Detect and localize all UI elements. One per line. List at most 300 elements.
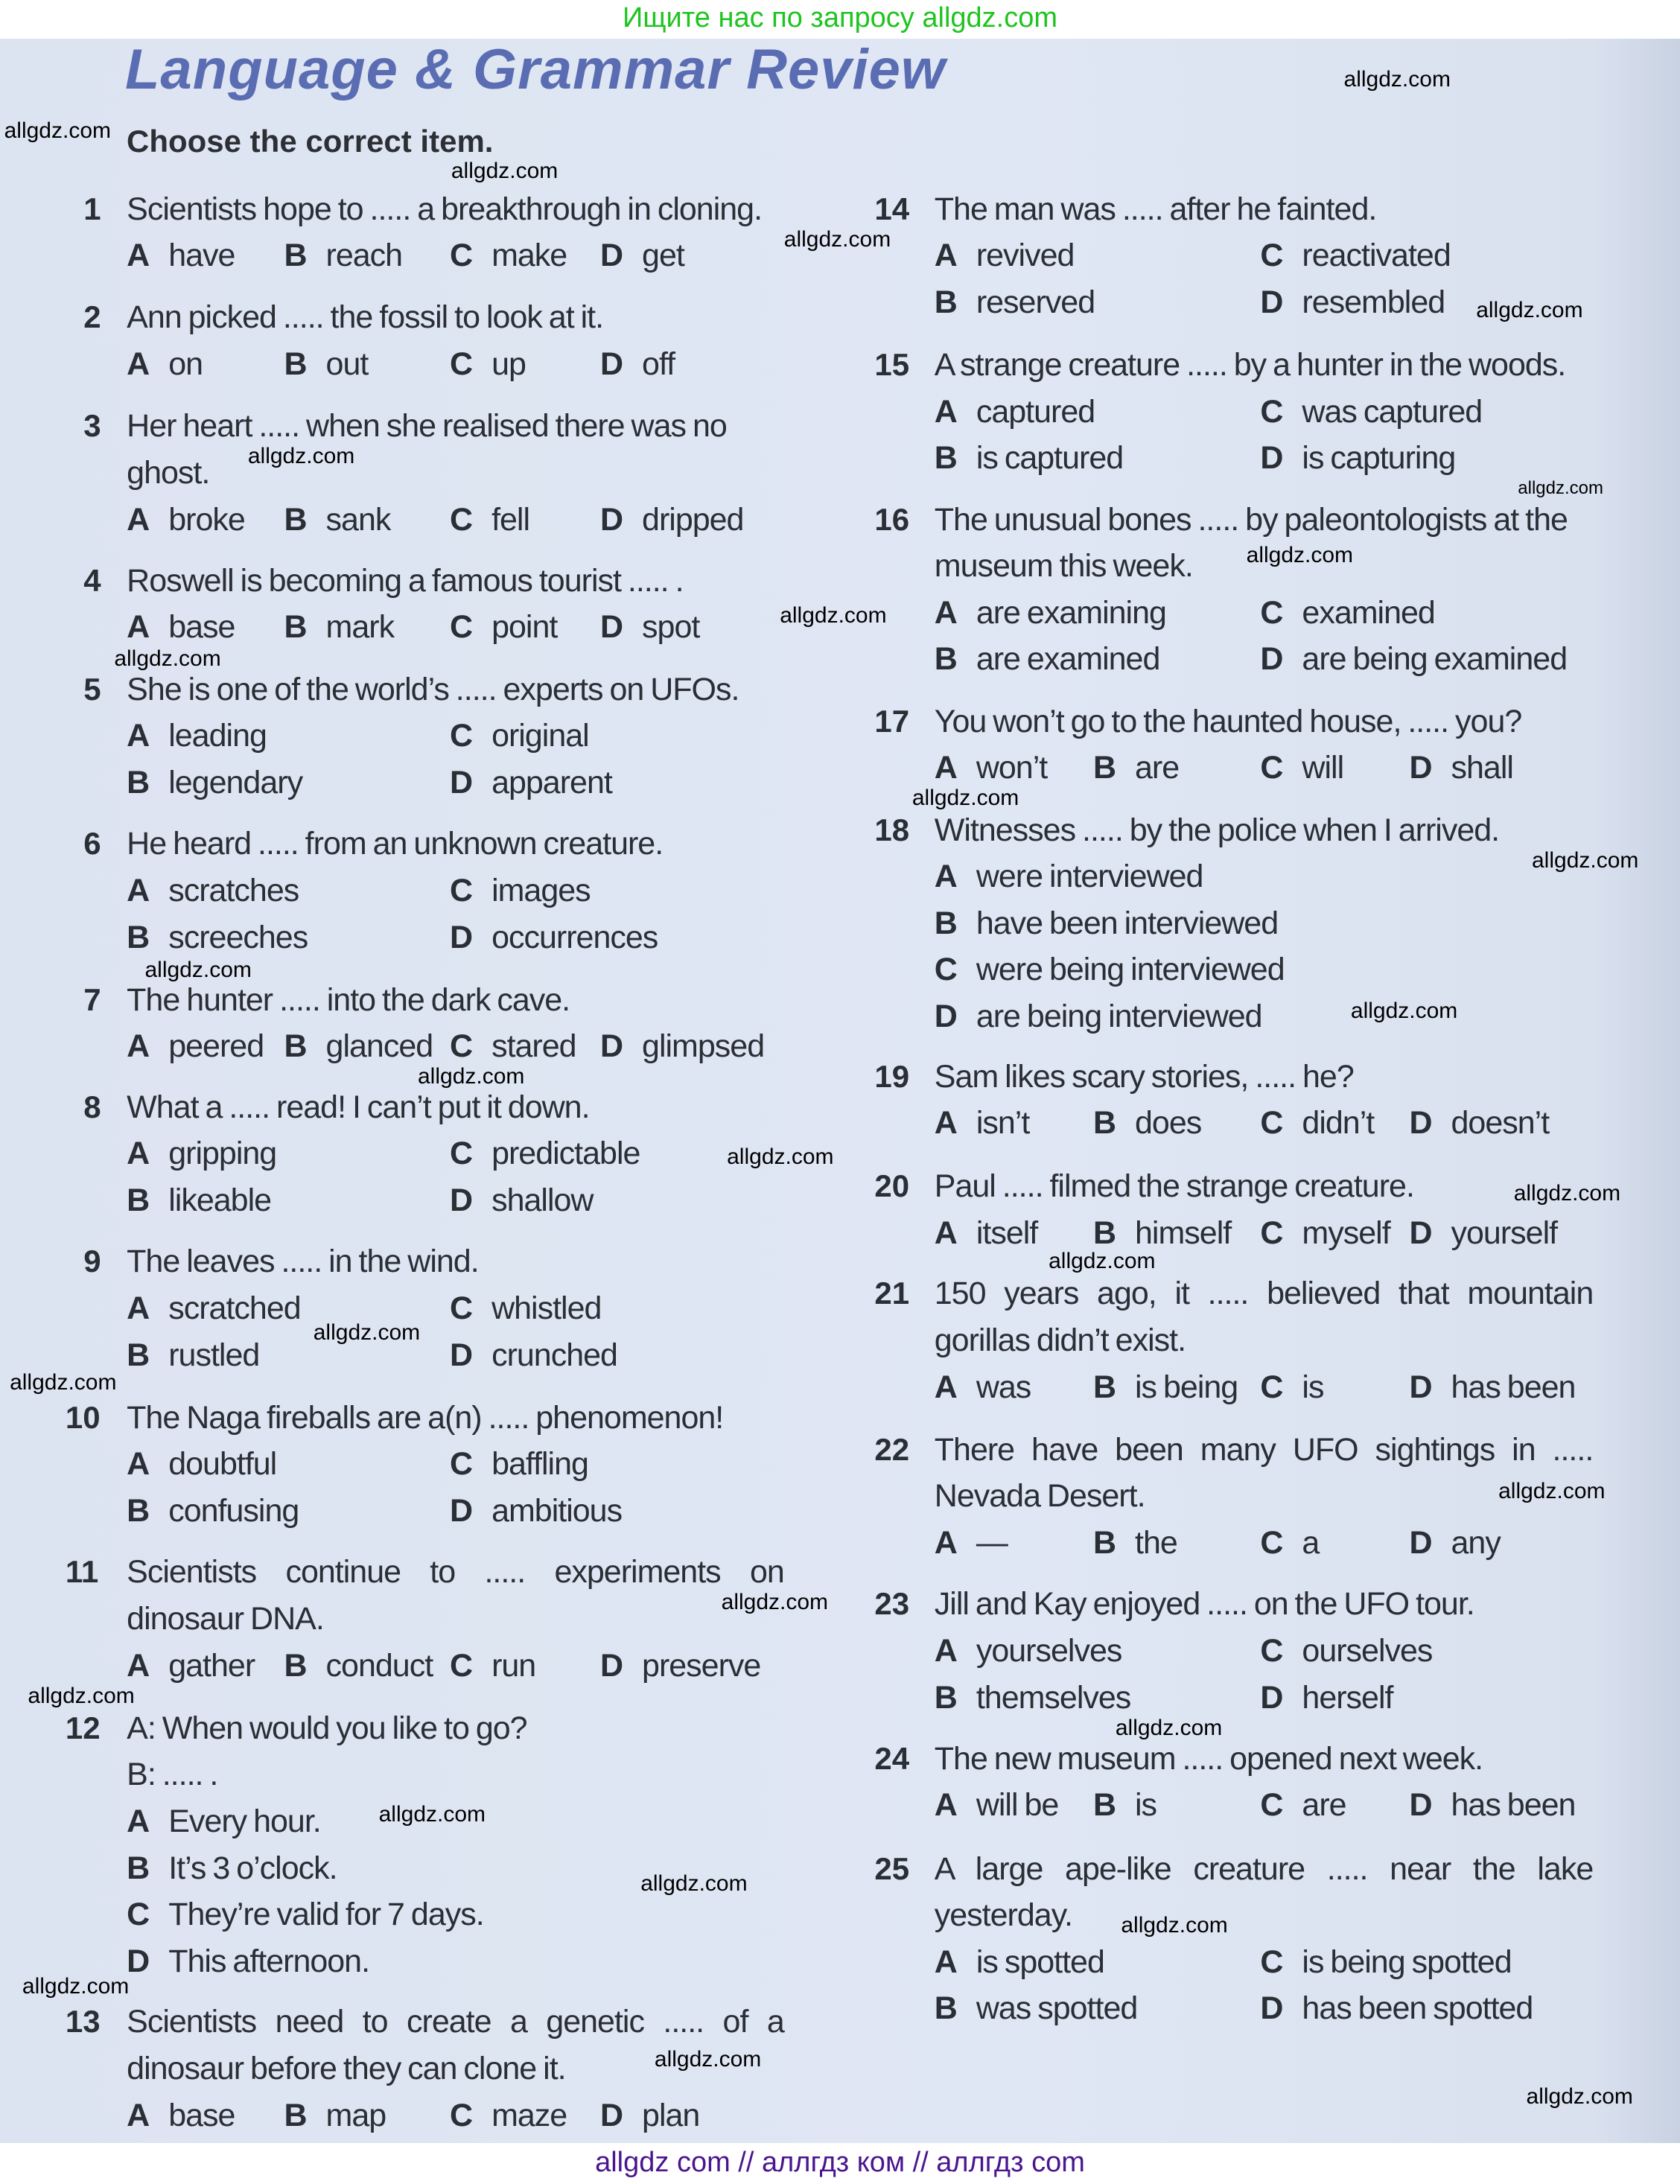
- option-d[interactable]: [450, 765, 612, 800]
- option-d[interactable]: [600, 1028, 764, 1064]
- option-letter: D: [450, 1182, 473, 1218]
- option-text: preserve: [642, 1647, 761, 1684]
- option-letter: A: [127, 1446, 150, 1483]
- question-stem: Nevada Desert.: [934, 1478, 1145, 1515]
- option-d[interactable]: [600, 609, 699, 645]
- question-stem: A: When would you like to go?: [127, 1710, 527, 1746]
- option-d[interactable]: [1409, 750, 1513, 786]
- question-number: 19: [874, 1058, 910, 1094]
- option-a[interactable]: [935, 1525, 1008, 1561]
- question-number: 5: [83, 671, 101, 707]
- option-text: have been interviewed: [976, 905, 1279, 941]
- option-letter: B: [934, 641, 957, 678]
- option-text: make: [491, 238, 567, 274]
- option-text: rustled: [168, 1337, 260, 1373]
- option-letter: D: [1260, 440, 1283, 477]
- watermark: allgdz.com: [1343, 66, 1451, 92]
- option-a[interactable]: [127, 1648, 255, 1684]
- option-letter: B: [284, 2097, 307, 2133]
- option-d[interactable]: [600, 346, 675, 382]
- option-c[interactable]: [450, 502, 529, 538]
- option-c[interactable]: [1260, 394, 1482, 430]
- option-letter: A: [934, 1632, 957, 1669]
- option-letter: A: [127, 1028, 150, 1065]
- option-letter: A: [127, 872, 150, 908]
- question-stem: gorillas didn’t exist.: [934, 1322, 1186, 1358]
- option-letter: A: [934, 750, 957, 786]
- option-d[interactable]: [450, 1182, 593, 1218]
- option-d[interactable]: [1409, 1369, 1575, 1405]
- question-stem: The unusual bones ..... by paleontologists at the: [934, 501, 1568, 538]
- question-number: 24: [874, 1740, 910, 1776]
- option-letter: D: [934, 999, 957, 1035]
- watermark: allgdz.com: [1518, 478, 1604, 499]
- option-text: original: [491, 718, 589, 754]
- option-text: glanced: [325, 1028, 433, 1065]
- option-text: myself: [1302, 1214, 1390, 1251]
- option-d[interactable]: [450, 920, 658, 955]
- watermark: allgdz.com: [22, 1974, 130, 1999]
- option-a[interactable]: [935, 238, 1075, 273]
- option-letter: A: [934, 859, 957, 895]
- option-letter: C: [450, 346, 473, 382]
- option-letter: B: [127, 1492, 150, 1529]
- option-b[interactable]: [127, 1182, 271, 1218]
- option-letter: B: [284, 238, 307, 274]
- option-c[interactable]: [450, 1028, 576, 1064]
- option-d[interactable]: [1260, 284, 1445, 320]
- option-letter: B: [934, 905, 957, 941]
- option-text: scratches: [168, 872, 299, 908]
- option-letter: A: [127, 1803, 150, 1839]
- question-stem: Roswell is becoming a famous tourist ..... .: [127, 562, 684, 599]
- option-b[interactable]: [127, 1337, 259, 1373]
- option-c[interactable]: [450, 2098, 567, 2133]
- option-letter: B: [127, 1182, 150, 1218]
- option-letter: C: [450, 1290, 473, 1326]
- option-text: stared: [491, 1028, 576, 1065]
- option-a[interactable]: [935, 1215, 1037, 1251]
- question-stem: yesterday.: [934, 1897, 1072, 1934]
- option-text: on: [168, 346, 203, 382]
- option-a[interactable]: [935, 1944, 1104, 1980]
- watermark: allgdz.com: [451, 159, 559, 183]
- question-stem: Ann picked ..... the fossil to look at it.: [127, 299, 604, 336]
- option-text: out: [325, 346, 369, 382]
- option-text: doesn’t: [1451, 1105, 1550, 1142]
- option-letter: D: [1409, 1369, 1432, 1405]
- option-a[interactable]: [127, 609, 235, 645]
- option-letter: C: [1260, 1214, 1283, 1251]
- option-text: have: [168, 238, 235, 274]
- question-stem: dinosaur before they can clone it.: [127, 2050, 566, 2086]
- option-text: ourselves: [1302, 1632, 1433, 1669]
- option-c[interactable]: [450, 238, 567, 273]
- option-text: mark: [325, 609, 395, 646]
- question-stem: Scientists hope to ..... a breakthrough in cloning.: [127, 191, 763, 227]
- option-a[interactable]: [935, 595, 1166, 631]
- question-number: 9: [83, 1244, 101, 1279]
- question-number: 4: [83, 562, 101, 598]
- option-letter: B: [284, 501, 307, 538]
- option-b[interactable]: [284, 1648, 433, 1684]
- option-d[interactable]: [1409, 1215, 1557, 1251]
- option-letter: D: [450, 764, 473, 800]
- option-c[interactable]: [450, 1648, 535, 1684]
- option-b[interactable]: [284, 2098, 386, 2133]
- option-letter: C: [1260, 393, 1283, 430]
- option-text: shallow: [491, 1182, 594, 1218]
- question-stem: Jill and Kay enjoyed ..... on the UFO tour.: [934, 1586, 1474, 1623]
- option-letter: A: [127, 501, 150, 538]
- option-b[interactable]: [935, 905, 1278, 941]
- option-c[interactable]: [450, 1446, 588, 1482]
- option-a[interactable]: [127, 1803, 321, 1839]
- option-letter: C: [1260, 1524, 1283, 1561]
- watermark: allgdz.com: [780, 602, 887, 628]
- option-d[interactable]: [1260, 1990, 1533, 2026]
- option-text: is: [1135, 1787, 1157, 1824]
- option-a[interactable]: [935, 750, 1047, 786]
- footer-banner[interactable]: allgdz com // аллгдз ком // аллгдз com: [0, 2143, 1680, 2184]
- option-text: yourselves: [976, 1632, 1122, 1669]
- question-number: 16: [874, 501, 910, 537]
- option-c[interactable]: [1260, 1944, 1511, 1980]
- option-d[interactable]: [600, 238, 684, 273]
- option-c[interactable]: [1260, 750, 1343, 786]
- option-text: sank: [325, 501, 391, 538]
- question-number: 23: [874, 1586, 910, 1622]
- option-d[interactable]: [600, 2098, 699, 2133]
- option-letter: A: [127, 238, 150, 274]
- option-letter: C: [934, 952, 957, 988]
- option-d[interactable]: [1409, 1787, 1575, 1823]
- option-text: base: [168, 2097, 235, 2133]
- option-letter: B: [127, 919, 150, 955]
- option-a[interactable]: [127, 346, 203, 382]
- option-b[interactable]: [284, 346, 368, 382]
- option-letter: D: [599, 346, 623, 382]
- search-banner: Ищите нас по запросу allgdz.com: [0, 0, 1680, 39]
- option-text: confusing: [168, 1492, 299, 1529]
- option-text: any: [1451, 1524, 1501, 1561]
- option-letter: A: [934, 1943, 957, 1980]
- option-a[interactable]: [935, 394, 1095, 430]
- option-text: Every hour.: [168, 1803, 321, 1839]
- option-a[interactable]: [127, 1136, 276, 1171]
- option-d[interactable]: [600, 502, 744, 538]
- option-letter: D: [599, 501, 623, 538]
- option-c[interactable]: [450, 1290, 601, 1326]
- option-b[interactable]: [127, 765, 302, 800]
- option-letter: D: [599, 1647, 623, 1684]
- watermark: allgdz.com: [378, 1801, 486, 1827]
- option-letter: B: [127, 1337, 150, 1373]
- option-letter: D: [1409, 1787, 1432, 1824]
- option-letter: C: [450, 1136, 473, 1172]
- option-a[interactable]: [127, 873, 299, 908]
- option-c[interactable]: [450, 873, 591, 908]
- option-letter: D: [1260, 641, 1283, 678]
- option-text: It’s 3 o’clock.: [168, 1850, 337, 1886]
- option-text: are being interviewed: [976, 999, 1262, 1035]
- watermark: allgdz.com: [1049, 1249, 1156, 1274]
- option-letter: D: [1260, 284, 1283, 320]
- option-text: are examining: [976, 594, 1166, 631]
- option-letter: C: [127, 1897, 150, 1933]
- option-text: fell: [491, 501, 530, 538]
- option-b[interactable]: [284, 238, 402, 273]
- option-text: scratched: [168, 1290, 301, 1326]
- option-text: gather: [168, 1647, 255, 1684]
- option-letter: D: [599, 238, 623, 274]
- option-text: conduct: [325, 1647, 433, 1684]
- option-letter: B: [127, 1850, 150, 1886]
- question-number: 8: [83, 1089, 101, 1124]
- watermark: allgdz.com: [654, 2046, 762, 2072]
- option-d[interactable]: [450, 1337, 617, 1373]
- watermark: allgdz.com: [114, 646, 221, 671]
- option-letter: A: [127, 1290, 150, 1326]
- watermark: allgdz.com: [247, 444, 355, 469]
- option-c[interactable]: [450, 1136, 640, 1171]
- option-c[interactable]: [935, 952, 1285, 987]
- option-letter: C: [1260, 1369, 1283, 1405]
- question-number: 10: [65, 1399, 101, 1435]
- option-text: has been spotted: [1302, 1990, 1533, 2027]
- question-stem: You won’t go to the haunted house, ..... you?: [934, 703, 1522, 739]
- option-text: yourself: [1451, 1214, 1558, 1251]
- option-letter: D: [599, 1028, 623, 1065]
- option-text: images: [491, 872, 591, 908]
- option-c[interactable]: [127, 1897, 484, 1932]
- option-letter: B: [127, 764, 150, 800]
- option-b[interactable]: [935, 440, 1123, 476]
- option-text: They’re valid for 7 days.: [168, 1897, 484, 1933]
- option-d[interactable]: [935, 999, 1262, 1034]
- option-text: gripping: [168, 1136, 277, 1172]
- option-text: is being: [1135, 1369, 1238, 1405]
- option-letter: D: [1409, 1214, 1432, 1251]
- option-text: whistled: [491, 1290, 602, 1326]
- question-stem: The Naga fireballs are a(n) ..... phenomenon!: [127, 1399, 724, 1436]
- option-text: are: [1302, 1787, 1346, 1824]
- option-letter: D: [127, 1943, 150, 1979]
- option-a[interactable]: [935, 1369, 1031, 1405]
- option-a[interactable]: [935, 1787, 1059, 1823]
- question-stem: Sam likes scary stories, ..... he?: [934, 1058, 1354, 1095]
- option-text: itself: [976, 1214, 1038, 1251]
- option-d[interactable]: [1409, 1105, 1549, 1141]
- option-text: up: [491, 346, 526, 382]
- option-text: predictable: [491, 1136, 640, 1172]
- option-text: maze: [491, 2097, 567, 2133]
- option-c[interactable]: [1260, 1633, 1432, 1669]
- option-c[interactable]: [450, 346, 526, 382]
- option-text: resembled: [1302, 284, 1445, 320]
- question-stem: 150 years ago, it ..... believed that mountain: [934, 1276, 1594, 1312]
- option-d[interactable]: [1260, 440, 1455, 476]
- option-b[interactable]: [1093, 1105, 1201, 1141]
- option-b[interactable]: [935, 1990, 1138, 2026]
- option-a[interactable]: [127, 502, 245, 538]
- option-a[interactable]: [127, 1290, 301, 1326]
- option-letter: C: [1260, 1943, 1283, 1980]
- option-b[interactable]: [284, 502, 390, 538]
- option-letter: A: [934, 393, 957, 430]
- option-text: baffling: [491, 1446, 588, 1483]
- option-a[interactable]: [127, 1028, 264, 1064]
- option-text: get: [642, 238, 684, 274]
- question-number: 18: [874, 812, 910, 847]
- option-letter: D: [450, 919, 473, 955]
- option-letter: B: [934, 1679, 957, 1716]
- option-c[interactable]: [1260, 1369, 1323, 1405]
- question-number: 13: [65, 2004, 101, 2040]
- watermark: allgdz.com: [640, 1871, 748, 1897]
- option-a[interactable]: [127, 1446, 276, 1482]
- option-text: captured: [976, 393, 1095, 430]
- option-text: are being examined: [1302, 641, 1568, 678]
- option-c[interactable]: [1260, 1787, 1346, 1823]
- question-number: 17: [874, 703, 910, 739]
- option-b[interactable]: [1093, 1525, 1177, 1561]
- option-letter: A: [934, 1787, 957, 1824]
- option-text: likeable: [168, 1182, 272, 1218]
- option-c[interactable]: [1260, 1105, 1374, 1141]
- option-b[interactable]: [935, 641, 1160, 677]
- question-stem: Scientists continue to ..... experiments on: [127, 1554, 784, 1591]
- option-d[interactable]: [450, 1493, 622, 1529]
- option-text: reserved: [976, 284, 1095, 320]
- option-text: has been: [1451, 1369, 1576, 1405]
- option-letter: A: [934, 1369, 957, 1405]
- option-text: broke: [168, 501, 245, 538]
- question-number: 12: [65, 1710, 101, 1745]
- option-text: himself: [1135, 1214, 1232, 1251]
- question-stem: The man was ..... after he fainted.: [934, 191, 1377, 227]
- option-c[interactable]: [1260, 1215, 1390, 1251]
- option-b[interactable]: [1093, 1215, 1231, 1251]
- option-text: legendary: [168, 764, 303, 800]
- question-stem: Witnesses ..... by the police when I arrived.: [934, 812, 1500, 848]
- option-letter: B: [1092, 1105, 1116, 1142]
- option-letter: D: [599, 2097, 623, 2133]
- watermark: allgdz.com: [1513, 1180, 1621, 1206]
- option-text: was: [976, 1369, 1031, 1405]
- option-letter: B: [1092, 1369, 1116, 1405]
- watermark: allgdz.com: [727, 1144, 834, 1169]
- option-d[interactable]: [1409, 1525, 1500, 1561]
- option-letter: B: [284, 1028, 307, 1065]
- option-b[interactable]: [935, 284, 1095, 320]
- watermark: allgdz.com: [313, 1319, 421, 1345]
- option-letter: A: [127, 1647, 150, 1684]
- option-b[interactable]: [127, 1850, 337, 1886]
- watermark: allgdz.com: [144, 958, 252, 983]
- option-letter: C: [450, 238, 473, 274]
- option-letter: D: [1409, 1524, 1432, 1561]
- option-text: themselves: [976, 1679, 1131, 1716]
- option-letter: A: [127, 346, 150, 382]
- option-d[interactable]: [600, 1648, 760, 1684]
- option-letter: B: [284, 1647, 307, 1684]
- option-letter: B: [934, 440, 957, 477]
- option-text: are examined: [976, 641, 1160, 678]
- option-text: revived: [976, 238, 1075, 274]
- option-d[interactable]: [127, 1943, 369, 1979]
- page-title: Language & Grammar Review: [125, 38, 946, 101]
- option-letter: A: [934, 594, 957, 631]
- option-a[interactable]: [935, 859, 1203, 894]
- question-stem: He heard ..... from an unknown creature.: [127, 826, 664, 862]
- question-stem: Scientists need to create a genetic ..... of a: [127, 2004, 784, 2040]
- option-b[interactable]: [127, 1493, 299, 1529]
- option-letter: C: [1260, 1105, 1283, 1142]
- watermark: allgdz.com: [418, 1063, 525, 1089]
- option-d[interactable]: [1260, 641, 1567, 677]
- question-number: 21: [874, 1276, 910, 1311]
- option-text: off: [642, 346, 675, 382]
- option-a[interactable]: [935, 1633, 1122, 1669]
- option-text: base: [168, 609, 235, 646]
- option-letter: C: [1260, 1632, 1283, 1669]
- option-b[interactable]: [935, 1680, 1131, 1716]
- option-b[interactable]: [1093, 1787, 1156, 1823]
- option-letter: D: [1409, 1105, 1432, 1142]
- option-text: is captured: [976, 440, 1124, 477]
- option-b[interactable]: [284, 609, 394, 645]
- question-stem: She is one of the world’s ..... experts on UFOs.: [127, 671, 739, 707]
- option-text: is capturing: [1302, 440, 1456, 477]
- question-stem: A large ape-like creature ..... near the lake: [934, 1850, 1594, 1887]
- option-text: doubtful: [168, 1446, 277, 1483]
- question-number: 11: [65, 1554, 99, 1590]
- option-text: run: [491, 1647, 536, 1684]
- question-stem: What a ..... read! I can’t put it down.: [127, 1089, 590, 1125]
- question-stem: A strange creature ..... by a hunter in the woods.: [934, 346, 1566, 383]
- option-a[interactable]: [127, 2098, 235, 2133]
- option-c[interactable]: [1260, 595, 1435, 631]
- option-letter: C: [450, 2097, 473, 2133]
- option-a[interactable]: [935, 1105, 1030, 1141]
- textbook-page: [0, 39, 1680, 2143]
- option-c[interactable]: [1260, 238, 1450, 273]
- option-b[interactable]: [1093, 1369, 1238, 1405]
- option-text: —: [976, 1524, 1008, 1561]
- option-c[interactable]: [1260, 1525, 1319, 1561]
- option-a[interactable]: [127, 238, 235, 273]
- option-b[interactable]: [1093, 750, 1179, 786]
- question-stem: B: ..... .: [127, 1757, 218, 1793]
- option-text: point: [491, 609, 558, 646]
- option-letter: A: [127, 609, 150, 646]
- watermark: allgdz.com: [1115, 1715, 1223, 1740]
- option-text: reactivated: [1302, 238, 1451, 274]
- option-c[interactable]: [450, 609, 557, 645]
- option-letter: A: [934, 238, 957, 274]
- option-d[interactable]: [1260, 1680, 1393, 1716]
- option-b[interactable]: [127, 920, 308, 955]
- option-text: was captured: [1302, 393, 1483, 430]
- option-a[interactable]: [127, 718, 267, 754]
- option-c[interactable]: [450, 718, 589, 754]
- option-letter: C: [1260, 750, 1283, 786]
- option-letter: D: [1409, 750, 1432, 786]
- question-number: 20: [874, 1168, 910, 1204]
- watermark: allgdz.com: [1476, 298, 1583, 322]
- option-b[interactable]: [284, 1028, 433, 1064]
